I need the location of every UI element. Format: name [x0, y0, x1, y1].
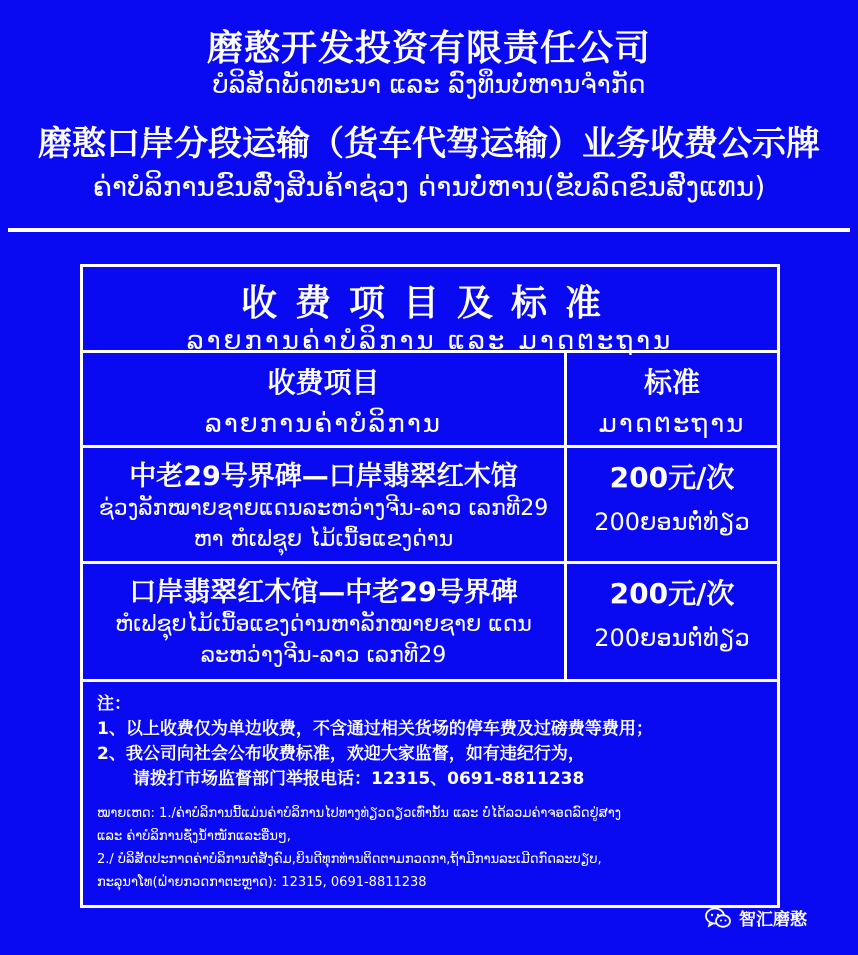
company-name-chinese: 磨憨开发投资有限责任公司 — [206, 28, 651, 69]
route-lao: ຊ່ວງລັກໝາຍຊາຍແດນລະຫວ່າງຈີນ-ລາວ ເລກທີ29 ຫາ ຫໍເຟຊຸຍ ໄມ້ເນື້ອແຂງດ່ານ — [98, 496, 549, 552]
route-chinese: 口岸翡翠红木馆—中老29号界碑 — [129, 577, 518, 608]
note-line: 2、我公司向社会公布收费标准，欢迎大家监督，如有违纪行为， — [97, 744, 585, 764]
table-row-price — [567, 448, 777, 564]
company-name-lao: ບໍລິສັດພັດທະນາ ແລະ ລົງທຶນບໍ່ຫານຈຳກັດ — [212, 70, 646, 100]
note-lao-line: 2./ ບໍລິສັດປະກາດຄ່າບໍລິການຕໍ່ສັງຄົມ,ຍິນດີທຸກທ່ານຕິດຕາມກວດກາ,ຖ້າມີການລະເມີດກົດລະບຽບ, — [97, 852, 602, 867]
notice-title-chinese: 磨憨口岸分段运输（货车代驾运输）业务收费公示牌 — [38, 124, 820, 164]
route-lao: ຫໍເຟຊຸຍໄມ້ເນື້ອແຂງດ່ານຫາລັກໝາຍຊາຍ ແດນລະຫວ່າງຈີນ-ລາວ ເລກທີ29 — [115, 612, 532, 668]
price-lao: 200ຍອນຕໍ່ທ່ຽວ — [594, 508, 750, 536]
note-lao-line: ໝາຍເຫດ: 1./ຄ່າບໍລິການນີ້ແມ່ນຄ່າບໍລິການໄປທາງທ່ຽວດຽວເທົ່ານັ້ນ ແລະ ບໍ່ໄດ້ລວມຄ່າຈອດລົດຢູ່ສາງ — [97, 806, 621, 821]
note-line-hotline: 请拨打市场监督部门举报电话：12315、0691-8811238 — [133, 769, 585, 789]
notes-label: 注： — [97, 694, 131, 714]
table-row-route — [83, 564, 567, 682]
note-lao-line: ກະລຸນາໂທ(ຝ່າຍກວດກາຕະຫຼາດ): 12315, 0691-8811238 — [97, 875, 427, 890]
watermark — [705, 905, 807, 930]
route-chinese: 中老29号界碑—口岸翡翠红木馆 — [129, 461, 518, 492]
table-title-lao: ລາຍການຄ່າບໍລິການ ແລະ ມາດຕະຖານ — [186, 326, 674, 356]
price-chinese: 200元/次 — [609, 461, 735, 494]
price-chinese: 200元/次 — [609, 577, 735, 610]
column-header-item — [83, 353, 567, 448]
note-line: 1、以上收费仅为单边收费，不含通过相关货场的停车费及过磅费等费用； — [97, 719, 653, 739]
column-header-standard — [567, 353, 777, 448]
note-lao-line: ແລະ ຄ່າບໍລິການຊັ່ງນ້ຳໜັກແລະອື່ນໆ, — [97, 829, 291, 844]
column-item-lao: ລາຍການຄ່າບໍລິການ — [205, 409, 442, 439]
column-standard-lao: ມາດຕະຖານ — [598, 409, 746, 439]
notes-section — [83, 682, 777, 905]
header-divider — [8, 228, 850, 232]
column-standard-chinese: 标准 — [643, 366, 700, 399]
column-item-chinese: 收费项目 — [267, 366, 380, 399]
fee-table — [80, 264, 780, 908]
table-title-cell — [83, 267, 777, 356]
table-row-price — [567, 564, 777, 682]
watermark-text: 智汇磨憨 — [739, 910, 807, 930]
notice-title-lao: ຄ່າບໍລິການຂົນສົ່ງສິນຄ້າຊ່ວງ ດ່ານບໍ່ຫານ(ຂັບລົດຂົນສົ່ງແທນ) — [92, 170, 766, 203]
table-title-chinese: 收费项目及标准 — [240, 283, 619, 324]
price-lao: 200ຍອນຕໍ່ທ່ຽວ — [594, 624, 750, 652]
table-row-route — [83, 448, 567, 564]
wechat-icon — [705, 907, 731, 929]
